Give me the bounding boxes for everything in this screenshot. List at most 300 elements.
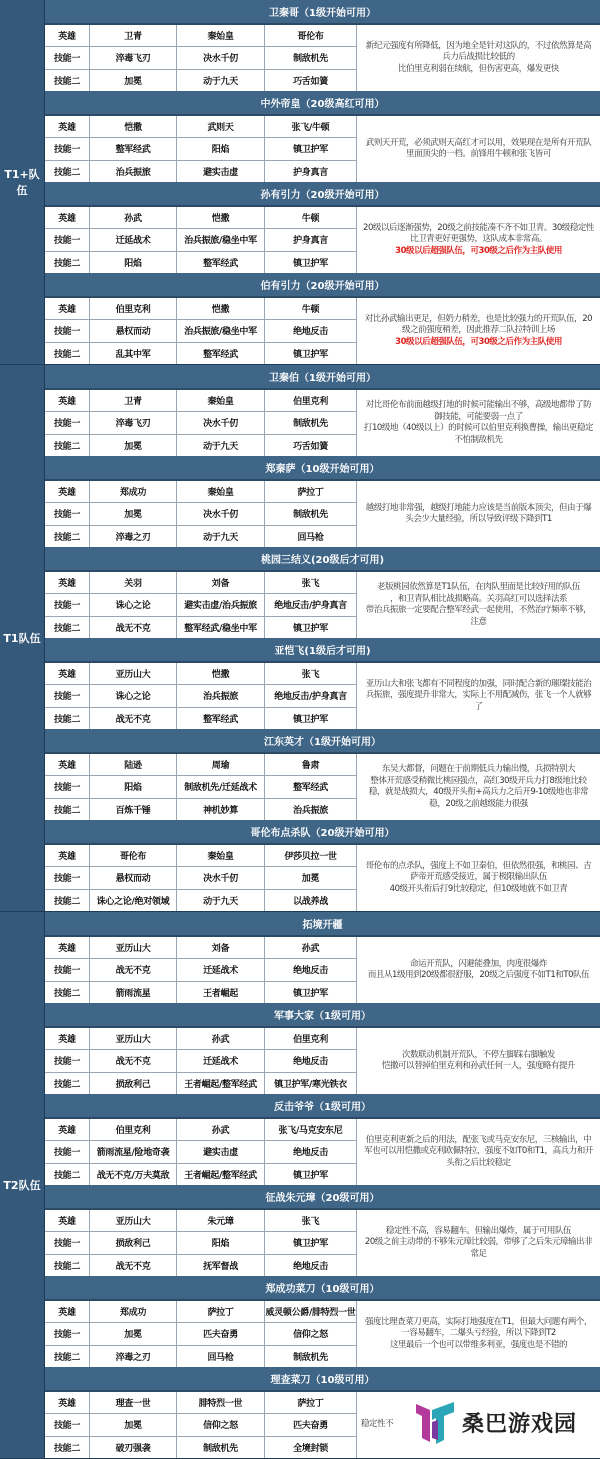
- table-cell: 张飞: [265, 663, 357, 684]
- lineup-title: 征战朱元璋（20级可用）: [45, 1185, 600, 1210]
- table-cell: 动于九天: [177, 70, 265, 91]
- lineup-group: [45, 1094, 600, 1185]
- table-cell: 整军经武: [265, 776, 357, 797]
- table-cell: 动于九天: [177, 435, 265, 456]
- row-label: 英雄: [45, 390, 90, 411]
- table-cell: 周瑜: [177, 754, 265, 775]
- row-label: 英雄: [45, 207, 90, 228]
- table-cell: 决水千仞: [177, 867, 265, 888]
- highlight-note: 30级以后超强队伍，可30级之后作为主队使用: [395, 336, 562, 347]
- table-cell: 张飞: [265, 572, 357, 593]
- table-cell: 淬毒飞刃: [90, 47, 177, 68]
- row-label: 技能一: [45, 320, 90, 341]
- row-label: 技能二: [45, 252, 90, 273]
- table-cell: 迁延战术: [90, 229, 177, 250]
- table-row: [45, 1119, 357, 1141]
- table-cell: 制敌机先: [265, 412, 357, 433]
- table-cell: 绝地反击/护身真言: [265, 685, 357, 706]
- table-cell: 镇卫护军: [265, 708, 357, 729]
- description-line: 新纪元强度有所降低，因为地全是针对这队的，不过依然算是高: [365, 40, 592, 51]
- table-row: [45, 481, 357, 503]
- row-label: 技能一: [45, 594, 90, 615]
- table-row: [45, 412, 357, 434]
- table-row: [45, 1414, 357, 1436]
- table-cell: 箭雨流星: [90, 982, 177, 1003]
- row-label: 技能二: [45, 799, 90, 820]
- lineup-description: [357, 481, 600, 547]
- description-line: 不怕制敌机先: [454, 434, 503, 445]
- table-cell: 镇卫护军: [265, 343, 357, 364]
- table-cell: 损敌利己: [90, 1073, 177, 1094]
- row-label: 技能一: [45, 138, 90, 159]
- lineup-description: [357, 937, 600, 1003]
- table-cell: 阳焰: [90, 776, 177, 797]
- table-cell: 整军经武: [177, 252, 265, 273]
- table-row: [45, 161, 357, 182]
- table-cell: 秦始皇: [177, 481, 265, 502]
- table-cell: 镇卫护军: [265, 982, 357, 1003]
- table-cell: 迁延战术: [177, 959, 265, 980]
- table-cell: 郑成功: [90, 481, 177, 502]
- lineup-group: [45, 1276, 600, 1367]
- table-cell: 卫青: [90, 25, 177, 46]
- table-cell: 破刃强袭: [90, 1437, 177, 1458]
- table-cell: 加冕: [90, 1414, 177, 1435]
- lineup-title: 反击爷爷（1级可用）: [45, 1094, 600, 1119]
- table-cell: 关羽: [90, 572, 177, 593]
- table-cell: 乱其中军: [90, 343, 177, 364]
- description-line: 20级之前主动带的不够朱元璋比较弱，带够了之后朱元璋输出非: [364, 1237, 593, 1248]
- table-cell: 制敌机先: [177, 1437, 265, 1458]
- table-cell: 绝地反击: [265, 1050, 357, 1071]
- table-cell: 秦始皇: [177, 390, 265, 411]
- description-line: 头衔之后比较稳定: [446, 1157, 511, 1168]
- table-row: [45, 1164, 357, 1185]
- lineup-group: [45, 91, 600, 182]
- row-label: 英雄: [45, 116, 90, 137]
- table-row: [45, 1141, 357, 1163]
- table-cell: 萨拉丁: [177, 1301, 265, 1322]
- table-cell: 诛心之论: [90, 594, 177, 615]
- table-cell: 决水千仞: [177, 412, 265, 433]
- table-row: [45, 1073, 357, 1094]
- table-cell: 治兵振旅: [265, 799, 357, 820]
- description-line: ，和卫青队相比战损略高。关羽高红可以选择法系: [389, 593, 568, 604]
- lineup-description: [357, 1210, 600, 1276]
- table-cell: 威灵顿公爵/腓特烈一世: [265, 1301, 357, 1322]
- table-cell: 加冕: [90, 435, 177, 456]
- table-row: [45, 320, 357, 342]
- table-cell: 伯里克利: [90, 298, 177, 319]
- table-cell: 护身真言: [265, 229, 357, 250]
- table-cell: 伯里克利: [265, 1028, 357, 1049]
- lineup-title: 哥伦布点杀队（20级开始可用）: [45, 820, 600, 845]
- table-cell: 牛顿: [265, 298, 357, 319]
- table-cell: 加冕: [90, 503, 177, 524]
- table-row: [45, 229, 357, 251]
- table-row: [45, 343, 357, 364]
- table-row: [45, 70, 357, 91]
- table-row: [45, 685, 357, 707]
- table-cell: 诛心之论: [90, 685, 177, 706]
- table-row: [45, 799, 357, 820]
- description-line: 里面顶尖的一档。前锋用牛顿和张飞皆可: [406, 149, 551, 159]
- table-cell: 陆逊: [90, 754, 177, 775]
- description-line: 这里最后一个也可以带维多利亚，强度也是不错的: [389, 1339, 568, 1350]
- table-cell: 王者崛起: [177, 982, 265, 1003]
- table-cell: 王者崛起/整军经武: [177, 1073, 265, 1094]
- table-row: [45, 503, 357, 525]
- row-label: 技能二: [45, 1164, 90, 1185]
- table-cell: 亚历山大: [90, 663, 177, 684]
- description-line: 兵力后战损比较低的: [442, 52, 515, 63]
- table-cell: 巧舌如簧: [265, 435, 357, 456]
- tier-section: [0, 912, 600, 1459]
- description-line: 打10级地（40级以上）的时候可以伯里克利换曹操，输出更稳定: [363, 423, 594, 433]
- row-label: 技能一: [45, 503, 90, 524]
- lineup-description: [357, 116, 600, 182]
- table-cell: 伊莎贝拉一世: [265, 845, 357, 866]
- lineup-description: [357, 1028, 600, 1094]
- description-line: 级之前强度稍差，因此推荐二队拉特训上场: [402, 325, 555, 336]
- table-cell: 阳焰: [90, 252, 177, 273]
- row-label: 英雄: [45, 1028, 90, 1049]
- description-line: 伯里克利更新之后的用法，配张飞或马克安东尼，三核输出，中: [365, 1134, 592, 1145]
- table-cell: 战无不克: [90, 959, 177, 980]
- table-cell: 卫青: [90, 390, 177, 411]
- table-row: [45, 1255, 357, 1276]
- row-label: 英雄: [45, 25, 90, 46]
- description-line: 整体开荒感受稍微比桃园强点，高红30级开兵力打8级地比较: [370, 775, 587, 786]
- row-label: 技能一: [45, 229, 90, 250]
- table-cell: 战无不克: [90, 1050, 177, 1071]
- table-cell: 淬毒之刃: [90, 526, 177, 547]
- table-cell: 全境封锁: [265, 1437, 357, 1458]
- table-cell: 战无不克/万夫莫敌: [90, 1164, 177, 1185]
- table-cell: 恺撒: [177, 298, 265, 319]
- table-cell: 镇卫护军: [265, 1232, 357, 1253]
- description-line: 了: [474, 701, 483, 712]
- table-cell: 整军经武: [90, 138, 177, 159]
- row-label: 技能一: [45, 1232, 90, 1253]
- table-row: [45, 25, 357, 47]
- table-cell: 哥伦布: [265, 25, 357, 46]
- table-cell: 哥伦布: [90, 845, 177, 866]
- table-cell: 战无不克: [90, 708, 177, 729]
- table-cell: 亚历山大: [90, 1210, 177, 1231]
- table-cell: 箭雨流星/险地奇袭: [90, 1141, 177, 1162]
- table-cell: 悬权而动: [90, 867, 177, 888]
- description-line: 恺撒可以替掉伯里克利和孙武任何一人，强度略有提升: [381, 1061, 576, 1071]
- lineup-group: [45, 729, 600, 820]
- lineup-title: 卫秦伯（1级开始可用）: [45, 365, 600, 390]
- site-logo-icon: [414, 1400, 456, 1444]
- tier-section: [0, 0, 600, 365]
- table-row: [45, 890, 357, 911]
- lineup-description: [357, 754, 600, 820]
- table-row: [45, 617, 357, 638]
- description-line: 对比孙武输出更足，但奶力稍差，也是比较强力的开荒队伍，20: [364, 313, 593, 324]
- row-label: 英雄: [45, 1392, 90, 1413]
- table-cell: 整军经武: [177, 708, 265, 729]
- row-label: 技能二: [45, 617, 90, 638]
- row-label: 技能二: [45, 1073, 90, 1094]
- tier-label: T1+队伍: [0, 0, 45, 364]
- table-cell: 孙武: [90, 207, 177, 228]
- lineup-group: [45, 1003, 600, 1094]
- row-label: 技能二: [45, 526, 90, 547]
- table-row: [45, 959, 357, 981]
- table-cell: 张飞/马克安东尼: [265, 1119, 357, 1140]
- table-cell: 伯里克利: [265, 390, 357, 411]
- lineup-description: [357, 1119, 600, 1185]
- table-row: [45, 867, 357, 889]
- watermark: [406, 1392, 596, 1452]
- table-cell: 孙武: [177, 1119, 265, 1140]
- table-cell: 绝地反击/护身真言: [265, 594, 357, 615]
- table-row: [45, 754, 357, 776]
- table-cell: 加冕: [90, 70, 177, 91]
- description-line: 越级打地非常强，越级打地能力应该是当前版本顶尖，但由于爆: [365, 502, 592, 513]
- lineup-group: [45, 365, 600, 456]
- table-cell: 镇卫护军: [265, 1164, 357, 1185]
- lineup-title: 桃园三结义(20级后才可用): [45, 547, 600, 572]
- table-cell: 百炼千锤: [90, 799, 177, 820]
- table-cell: 孙武: [265, 937, 357, 958]
- table-cell: 亚历山大: [90, 937, 177, 958]
- description-line: 哥伦布的点杀队，强度上不如卫秦伯，但依然很强，和桃园、吉: [365, 860, 592, 871]
- table-row: [45, 47, 357, 69]
- table-cell: 悬权而动: [90, 320, 177, 341]
- table-row: [45, 1210, 357, 1232]
- table-cell: 腓特烈一世: [177, 1392, 265, 1413]
- lineup-group: [45, 0, 600, 91]
- table-row: [45, 1346, 357, 1367]
- table-cell: 萨拉丁: [265, 481, 357, 502]
- row-label: 技能二: [45, 890, 90, 911]
- row-label: 技能二: [45, 982, 90, 1003]
- table-row: [45, 116, 357, 138]
- lineup-title: 孙有引力（20级开始可用）: [45, 182, 600, 207]
- table-row: [45, 776, 357, 798]
- table-cell: 诛心之论/绝对领域: [90, 890, 177, 911]
- table-cell: 阳焰: [177, 138, 265, 159]
- lineup-group: [45, 820, 600, 911]
- table-cell: 避实击虚: [177, 161, 265, 182]
- lineup-title: 拓境开疆: [45, 912, 600, 937]
- table-cell: 整军经武/稳坐中军: [177, 617, 265, 638]
- table-cell: 绝地反击: [265, 320, 357, 341]
- row-label: 技能二: [45, 343, 90, 364]
- table-cell: 淬毒飞刃: [90, 412, 177, 433]
- watermark-text: 桑巴游戏园: [462, 1411, 578, 1437]
- row-label: 技能一: [45, 867, 90, 888]
- table-row: [45, 435, 357, 456]
- table-cell: 信仰之怒: [177, 1414, 265, 1435]
- table-cell: 制敌机先: [265, 47, 357, 68]
- table-cell: 加冕: [90, 1323, 177, 1344]
- table-cell: 神机妙算: [177, 799, 265, 820]
- row-label: 英雄: [45, 1210, 90, 1231]
- table-cell: 伯里克利: [90, 1119, 177, 1140]
- table-row: [45, 1437, 357, 1458]
- description-line: 40级开头衔后打9比较稳定，但10级地就不如卫青: [389, 883, 568, 894]
- table-cell: 治兵振旅/稳坐中军: [177, 229, 265, 250]
- row-label: 技能一: [45, 959, 90, 980]
- description-line: 比伯里克利弱在续航，但伤害更高，爆发更快: [397, 63, 559, 74]
- description-line: 而且从1级用到20级都很舒服，20级之后强度不如T1和T0队伍: [367, 970, 590, 980]
- table-cell: 张飞/牛顿: [265, 116, 357, 137]
- table-cell: 刘备: [177, 937, 265, 958]
- table-row: [45, 207, 357, 229]
- lineup-group: [45, 912, 600, 1003]
- description-line: 东吴大都督，问题在于前期低兵力输出慢，兵损特别大: [381, 764, 576, 774]
- lineup-description: [357, 663, 600, 729]
- table-cell: 镇卫护军: [265, 252, 357, 273]
- table-row: [45, 526, 357, 547]
- row-label: 技能二: [45, 1437, 90, 1458]
- table-cell: 以战养战: [265, 890, 357, 911]
- row-label: 英雄: [45, 1119, 90, 1140]
- table-row: [45, 1392, 357, 1414]
- row-label: 技能一: [45, 776, 90, 797]
- description-line: 武则天开荒，必须武则天高红才可以用，效果现在是所有开荒队: [365, 137, 592, 148]
- table-row: [45, 1301, 357, 1323]
- table-cell: 孙武: [177, 1028, 265, 1049]
- lineup-group: [45, 547, 600, 638]
- lineup-description: [357, 845, 600, 911]
- table-cell: 郑成功: [90, 1301, 177, 1322]
- description-line: 常足: [470, 1248, 487, 1259]
- table-cell: 信仰之怒: [265, 1323, 357, 1344]
- lineup-description: [357, 572, 600, 638]
- table-cell: 镇卫护军/寒光铁衣: [265, 1073, 357, 1094]
- row-label: 技能二: [45, 161, 90, 182]
- row-label: 英雄: [45, 1301, 90, 1322]
- table-cell: 刘备: [177, 572, 265, 593]
- tier-label: T1队伍: [0, 365, 45, 911]
- table-row: [45, 390, 357, 412]
- table-cell: 匹夫奋勇: [177, 1323, 265, 1344]
- description-line: 强度比理查菜刀更高，实际打地强度在T1，但最大问题有两个，: [364, 1316, 593, 1327]
- lineup-group: [45, 638, 600, 729]
- table-cell: 绝地反击: [265, 1141, 357, 1162]
- table-cell: 鲁肃: [265, 754, 357, 775]
- description-line: 老版桃园依然算是T1队伍，在肉队里面是比较好用的队伍: [377, 582, 580, 592]
- table-cell: 制敌机先/迁延战术: [177, 776, 265, 797]
- description-line: 20级以后逐渐强势，20级之前技能凑不齐不如卫青。30级稳定性: [362, 222, 594, 233]
- table-cell: 制敌机先: [265, 503, 357, 524]
- table-cell: 牛顿: [265, 207, 357, 228]
- table-cell: 匹夫奋勇: [265, 1414, 357, 1435]
- description-line: 比卫青更好更强势，这队成本非常高。: [410, 234, 547, 245]
- table-cell: 淬毒之刃: [90, 1346, 177, 1367]
- row-label: 技能一: [45, 1141, 90, 1162]
- row-label: 技能一: [45, 1323, 90, 1344]
- lineup-description: [357, 207, 600, 273]
- lineup-description: [357, 25, 600, 91]
- table-cell: 秦始皇: [177, 845, 265, 866]
- lineup-title: 伯有引力（20级开始可用）: [45, 273, 600, 298]
- table-row: [45, 298, 357, 320]
- lineup-group: [45, 273, 600, 364]
- table-cell: 恺撒: [177, 663, 265, 684]
- table-cell: 理查一世: [90, 1392, 177, 1413]
- lineup-description: [357, 1301, 600, 1367]
- row-label: 技能二: [45, 1346, 90, 1367]
- table-cell: 恺撒: [177, 207, 265, 228]
- table-row: [45, 572, 357, 594]
- table-cell: 避实击虚/治兵振旅: [177, 594, 265, 615]
- row-label: 英雄: [45, 481, 90, 502]
- description-line: 御技能，可能要弱一点了: [434, 411, 523, 422]
- row-label: 英雄: [45, 298, 90, 319]
- description-line: 一容易翻车，二爆头亏经验，所以下降到T2: [401, 1328, 556, 1339]
- highlight-note: 30级以后超强队伍，可30级之后作为主队使用: [395, 245, 562, 256]
- lineup-description: [357, 390, 600, 456]
- row-label: 英雄: [45, 663, 90, 684]
- description-line: 军也可以用恺撒或克利欧佩特拉，强度不如T0和T1，高兵力和开: [364, 1146, 593, 1157]
- table-cell: 战无不克: [90, 1255, 177, 1276]
- description-line: 亚历山大和张飞都有不同程度的加强，同时配合新的璀璨技能治: [365, 678, 592, 689]
- row-label: 英雄: [45, 845, 90, 866]
- table-cell: 治兵振旅: [90, 161, 177, 182]
- row-label: 技能二: [45, 708, 90, 729]
- row-label: 技能二: [45, 1255, 90, 1276]
- description-line: 注意: [470, 616, 487, 627]
- description-line: 稳定性不: [361, 1419, 394, 1430]
- table-cell: 回马枪: [177, 1346, 265, 1367]
- table-row: [45, 1232, 357, 1254]
- lineup-title: 江东英才（1级开始可用）: [45, 729, 600, 754]
- row-label: 技能一: [45, 47, 90, 68]
- table-cell: 绝地反击: [265, 959, 357, 980]
- table-cell: 动于九天: [177, 890, 265, 911]
- table-cell: 决水千仞: [177, 503, 265, 524]
- table-cell: 治兵振旅/稳坐中军: [177, 320, 265, 341]
- table-cell: 张飞: [265, 1210, 357, 1231]
- table-cell: 加冕: [265, 867, 357, 888]
- description-line: 稳，20级之前越级能力很强: [429, 798, 528, 809]
- table-cell: 治兵振旅: [177, 685, 265, 706]
- table-cell: 朱元璋: [177, 1210, 265, 1231]
- table-cell: 避实击虚: [177, 1141, 265, 1162]
- description-line: 稳定性不高，容易翻车。但输出爆炸，属于可用队伍: [385, 1225, 572, 1236]
- description-line: 头会少大量经验，所以导致评级下降到T1: [405, 514, 552, 524]
- table-row: [45, 982, 357, 1003]
- row-label: 技能一: [45, 685, 90, 706]
- table-row: [45, 1050, 357, 1072]
- table-row: [45, 663, 357, 685]
- table-cell: 绝地反击: [265, 1255, 357, 1276]
- table-row: [45, 1028, 357, 1050]
- lineup-description: [357, 298, 600, 364]
- row-label: 英雄: [45, 754, 90, 775]
- table-row: [45, 708, 357, 729]
- row-label: 技能一: [45, 412, 90, 433]
- lineup-title: 郑秦萨（10级开始可用）: [45, 456, 600, 481]
- table-row: [45, 1323, 357, 1345]
- table-cell: 萨拉丁: [265, 1392, 357, 1413]
- row-label: 技能二: [45, 435, 90, 456]
- table-cell: 镇卫护军: [265, 138, 357, 159]
- lineup-group: [45, 182, 600, 273]
- lineup-title: 中外帝皇（20级高红可用）: [45, 91, 600, 116]
- table-cell: 阳焰: [177, 1232, 265, 1253]
- lineup-title: 卫秦哥（1级开始可用）: [45, 0, 600, 25]
- description-line: 带治兵振旅一定要配合整军经武一起使用，不然治疗频率不够，: [365, 605, 592, 615]
- table-row: [45, 252, 357, 273]
